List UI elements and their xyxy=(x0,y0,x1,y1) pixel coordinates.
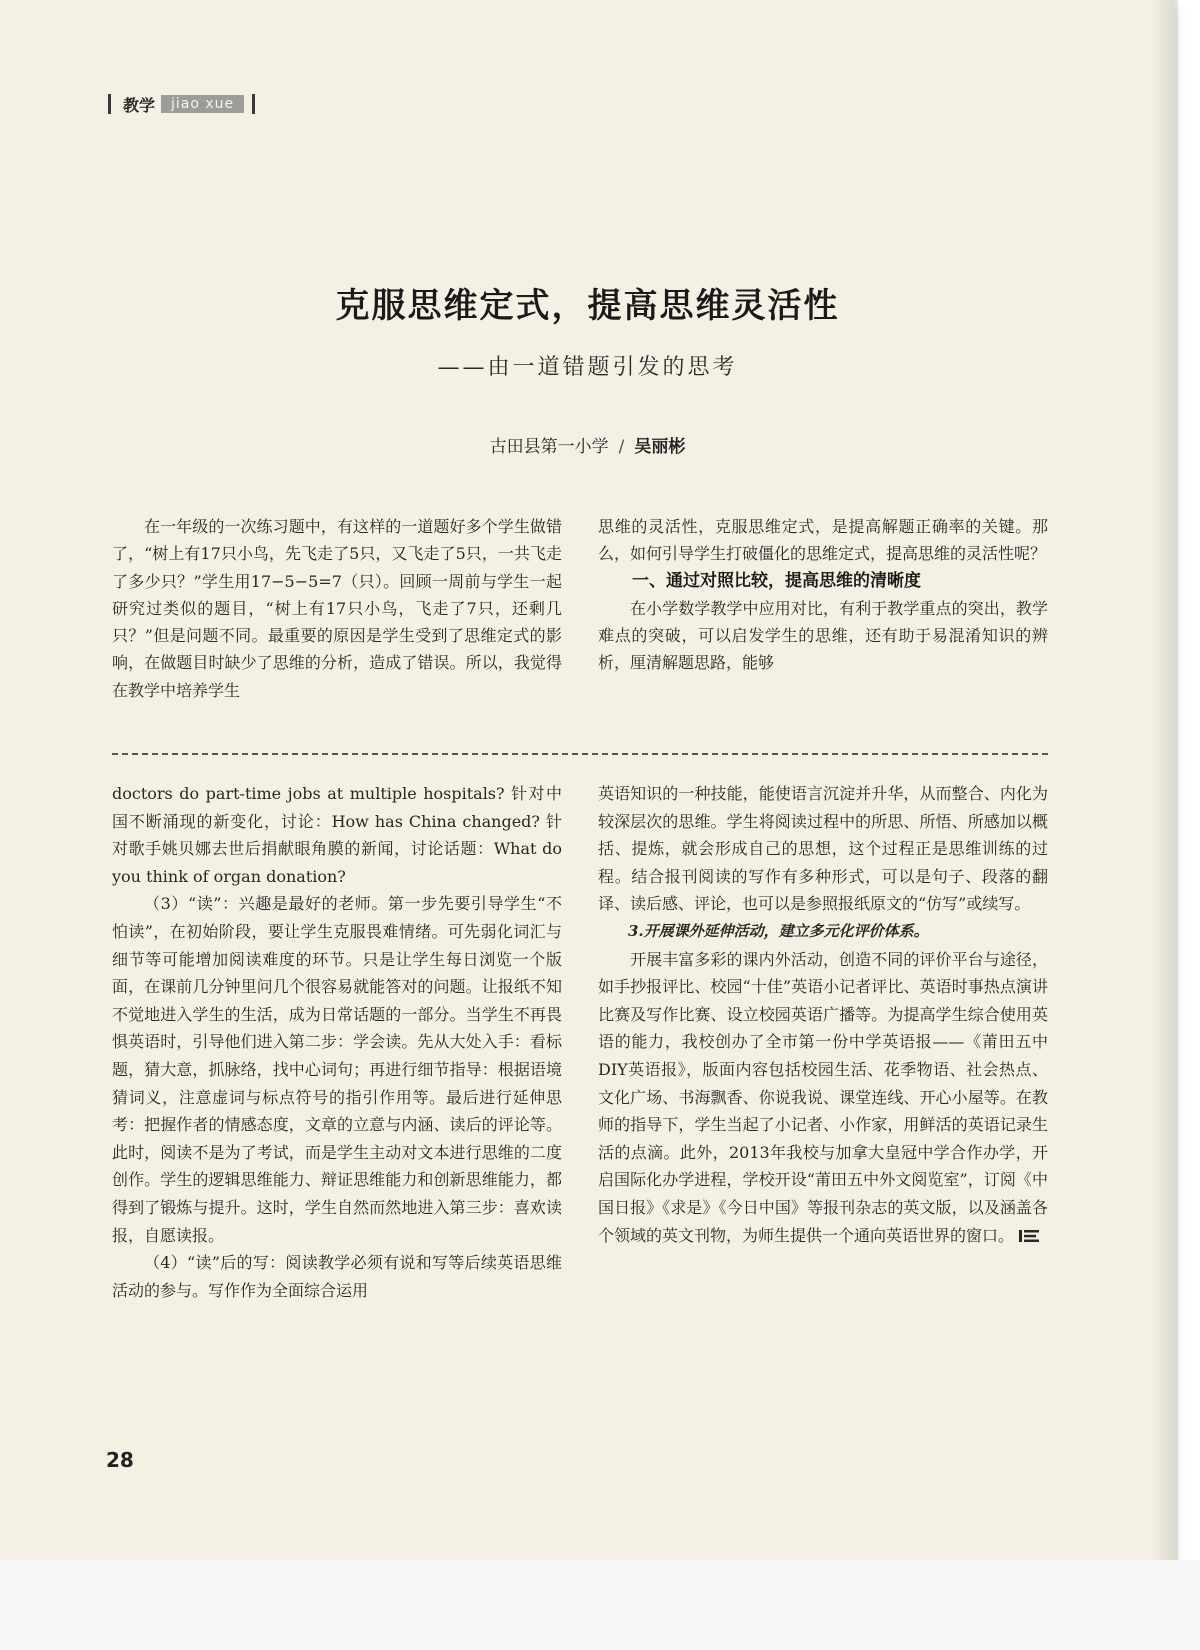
article-subtitle: ——由一道错题引发的思考 xyxy=(437,355,738,380)
page-edge-shadow xyxy=(1150,0,1178,1560)
column-bottom-right xyxy=(598,780,1048,1249)
section-header xyxy=(108,92,255,116)
header-bar-right xyxy=(252,94,255,114)
paragraph xyxy=(598,946,1048,1250)
paragraph: 在一年级的一次练习题中，有这样的一道题好多个学生做错了，“树上有17只小鸟，先飞走了5只，又飞走了5只，一共飞走了多少只？”学生用17−5−5=7（只）。回顾一周前与学生一起研究过类似的题目，“树上有17只小鸟，飞走了7只，还剩几只？”但是问题不同。最重要的原因是学生受到了思维定式的影响，在做题目时缺少了思维的分析，造成了错误。所以，我觉得在教学中培养学生 xyxy=(112,517,562,700)
school-name: 古田县第一小学 xyxy=(489,437,609,457)
subsection-heading: 3.开展课外延伸活动，建立多元化评价体系。 xyxy=(628,921,929,940)
paragraph: （4）“读”后的写：阅读教学必须有说和写等后续英语思维活动的参与。写作作为全面综合运用 xyxy=(112,1253,562,1300)
scan-bottom-margin xyxy=(0,1560,1200,1650)
article-divider xyxy=(112,753,1048,755)
column-top-left xyxy=(112,513,562,704)
paragraph: 思维的灵活性，克服思维定式，是提高解题正确率的关键。那么，如何引导学生打破僵化的思维定式，提高思维的灵活性呢？ xyxy=(598,517,1048,564)
column-top-right xyxy=(598,513,1048,677)
byline xyxy=(0,432,1175,457)
header-bar-left xyxy=(108,94,111,114)
author-name: 吴丽彬 xyxy=(634,437,686,457)
section-pinyin: jiao xue xyxy=(161,95,244,113)
paragraph: 英语知识的一种技能，能使语言沉淀并升华，从而整合、内化为较深层次的思维。学生将阅读过程中的所思、所悟、所感加以概括、提炼，就会形成自己的思想，这个过程正是思维训练的过程。结合报刊阅读的写作有多种形式，可以是句子、段落的翻译、读后感、评论，也可以是参照报纸原文的“仿写”或续写。 xyxy=(598,784,1048,914)
end-mark-icon xyxy=(1018,1229,1040,1243)
page-number: 28 xyxy=(106,1448,134,1472)
section-label: 教学 xyxy=(123,95,156,115)
column-bottom-left xyxy=(112,780,562,1304)
article-title: 克服思维定式，提高思维灵活性 xyxy=(335,286,840,326)
paragraph: 在小学数学教学中应用对比，有利于教学重点的突出，教学难点的突破，可以启发学生的思维，还有助于易混淆知识的辨析，厘清解题思路，能够 xyxy=(598,598,1048,673)
paragraph: （3）“读”：兴趣是最好的老师。第一步先要引导学生“不怕读”，在初始阶段，要让学生克服畏难情绪。可先弱化词汇与细节等可能增加阅读难度的环节。只是让学生每日浏览一个版面，在课前几分钟里问几个很容易就能答对的问题。让报纸不知不觉地进入学生的生活，成为日常话题的一部分。当学生不再畏惧英语时，引导他们进入第二步：学会读。先从大处入手：看标题，猜大意，抓脉络，找中心词句；再进行细节指导：根据语境猜词义，注意虚词与标点符号的指引作用等。最后进行延伸思考：把握作者的情感态度，文章的立意与内涵、读后的评论等。此时，阅读不是为了考试，而是学生主动对文本进行思维的二度创作。学生的逻辑思维能力、辩证思维能力和创新思维能力，都得到了锻炼与提升。这时，学生自然而然地进入第三步：喜欢读报，自愿读报。 xyxy=(112,894,562,1245)
paragraph-text: 开展丰富多彩的课内外活动，创造不同的评价平台与途径，如手抄报评比、校园“十佳”英语小记者评比、英语时事热点演讲比赛及写作比赛、设立校园英语广播等。为提高学生综合使用英语的能力，我校创办了全市第一份中学英语报——《莆田五中DIY英语报》，版面内容包括校园生活、花季物语、社会热点、文化广场、书海飘香、你说我说、课堂连线、开心小屋等。在教师的指导下，学生当起了小记者、小作家，用鲜活的英语记录生活的点滴。此外，2013年我校与加拿大皇冠中学合作办学，开启国际化办学进程，学校开设“莆田五中外文阅览室”，订阅《中国日报》《求是》《今日中国》等报刊杂志的英文版，以及涵盖各个领域的英文刊物，为师生提供一个通向英语世界的窗口。 xyxy=(598,949,1048,1245)
paragraph: doctors do part-time jobs at multiple hospitals? 针对中国不断涌现的新变化，讨论：How has China changed? 针对歌手姚贝娜去世后捐献眼角膜的新闻，讨论话题：What do you think of organ donation? xyxy=(112,784,562,886)
section-heading: 一、通过对照比较，提高思维的清晰度 xyxy=(632,570,921,591)
byline-separator: / xyxy=(618,437,625,457)
